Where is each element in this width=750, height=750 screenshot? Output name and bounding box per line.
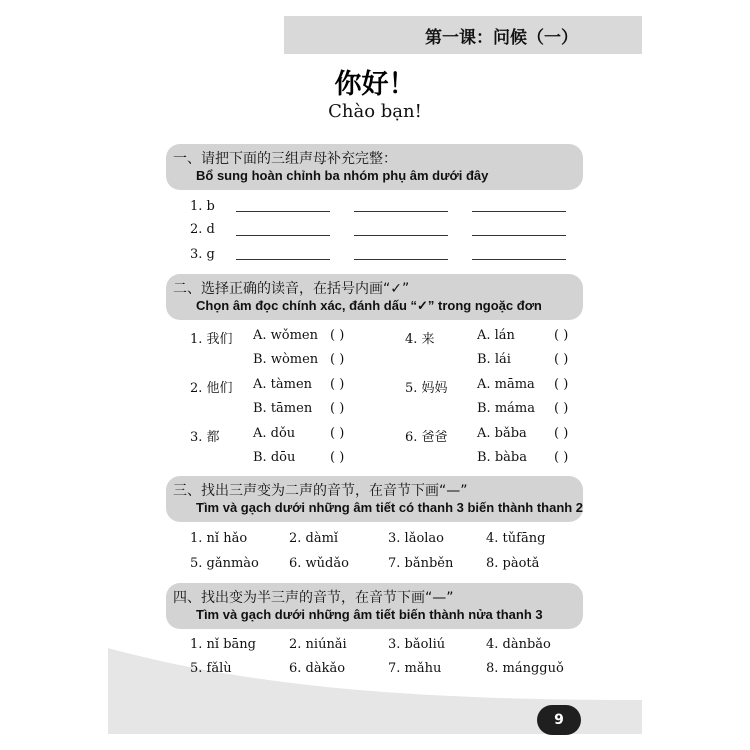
syllable-item[interactable]: 1. nǐ hǎo <box>190 531 248 546</box>
syllable-item[interactable]: 8. mángguǒ <box>486 661 564 676</box>
syllable-item[interactable]: 5. gǎnmào <box>190 556 259 571</box>
page-number: 9 <box>537 705 581 735</box>
answer-blank[interactable] <box>472 259 566 260</box>
syllable-item[interactable]: 7. bǎnběn <box>388 556 454 571</box>
syllable-item[interactable]: 4. tǔfāng <box>486 531 546 546</box>
answer-parentheses[interactable]: ( ) <box>330 450 345 465</box>
choice-option-b: B. lái <box>477 352 511 367</box>
choice-option-a: A. bǎba <box>477 426 527 441</box>
answer-blank[interactable] <box>354 259 448 260</box>
choice-word: 6. 爸爸 <box>405 430 448 445</box>
exercise-1-row-label: 3. g <box>190 247 215 262</box>
section-2-vi: Chọn âm đọc chính xác, đánh dấu “✓” trong ngoặc đơn <box>196 298 542 313</box>
choice-option-a: A. wǒmen <box>253 328 318 343</box>
section-4-vi: Tìm và gạch dưới những âm tiết biến thành nửa thanh 3 <box>196 607 543 622</box>
syllable-item[interactable]: 6. wǔdǎo <box>289 556 349 571</box>
section-2-header <box>166 274 583 320</box>
answer-parentheses[interactable]: ( ) <box>554 328 569 343</box>
choice-option-a: A. māma <box>477 377 535 392</box>
lesson-header-bar <box>284 16 642 54</box>
page-subtitle: Chào bạn! <box>328 101 422 122</box>
choice-option-a: A. dǒu <box>253 426 296 441</box>
section-3-header <box>166 476 583 522</box>
syllable-item[interactable]: 7. mǎhu <box>388 661 442 676</box>
syllable-item[interactable]: 2. dàmǐ <box>289 531 339 546</box>
section-1-vi: Bổ sung hoàn chỉnh ba nhóm phụ âm dưới đây <box>196 168 489 183</box>
section-4-zh: 四、找出变为半三声的音节，在音节下画“—” <box>173 590 454 606</box>
syllable-item[interactable]: 6. dàkǎo <box>289 661 346 676</box>
choice-option-b: B. wòmen <box>253 352 319 367</box>
syllable-item[interactable]: 8. pàotǎ <box>486 556 540 571</box>
answer-blank[interactable] <box>236 259 330 260</box>
syllable-item[interactable]: 2. niúnǎi <box>289 637 347 652</box>
choice-option-a: A. lán <box>477 328 515 343</box>
syllable-item[interactable]: 5. fǎlù <box>190 661 232 676</box>
answer-parentheses[interactable]: ( ) <box>554 401 569 416</box>
section-2-zh: 二、选择正确的读音，在括号内画“✓” <box>173 281 410 297</box>
lesson-title: 第一课：问候（一） <box>425 28 578 48</box>
choice-option-b: B. bàba <box>477 450 527 465</box>
answer-blank[interactable] <box>354 235 448 236</box>
answer-parentheses[interactable]: ( ) <box>554 450 569 465</box>
answer-blank[interactable] <box>472 235 566 236</box>
section-3-zh: 三、找出三声变为二声的音节，在音节下画“—” <box>173 483 468 499</box>
choice-option-a: A. tàmen <box>253 377 313 392</box>
choice-word: 1. 我们 <box>190 332 233 347</box>
section-4-header <box>166 583 583 629</box>
section-1-zh: 一、请把下面的三组声母补充完整： <box>173 151 397 167</box>
page-title: 你好！ <box>334 69 416 100</box>
answer-parentheses[interactable]: ( ) <box>554 426 569 441</box>
answer-blank[interactable] <box>472 211 566 212</box>
answer-parentheses[interactable]: ( ) <box>330 401 345 416</box>
syllable-item[interactable]: 1. nǐ bāng <box>190 637 256 652</box>
choice-word: 5. 妈妈 <box>405 381 448 396</box>
syllable-item[interactable]: 3. lǎolao <box>388 531 445 546</box>
choice-option-b: B. tāmen <box>253 401 313 416</box>
answer-blank[interactable] <box>354 211 448 212</box>
answer-parentheses[interactable]: ( ) <box>554 352 569 367</box>
answer-blank[interactable] <box>236 235 330 236</box>
syllable-item[interactable]: 3. bǎoliú <box>388 637 446 652</box>
choice-option-b: B. máma <box>477 401 535 416</box>
choice-word: 2. 他们 <box>190 381 233 396</box>
syllable-item[interactable]: 4. dànbǎo <box>486 637 551 652</box>
section-3-vi: Tìm và gạch dưới những âm tiết có thanh 3 biến thành thanh 2 <box>196 500 584 515</box>
answer-parentheses[interactable]: ( ) <box>330 328 345 343</box>
answer-blank[interactable] <box>236 211 330 212</box>
answer-parentheses[interactable]: ( ) <box>330 426 345 441</box>
choice-option-b: B. dōu <box>253 450 296 465</box>
exercise-1-row-label: 1. b <box>190 199 215 214</box>
choice-word: 4. 来 <box>405 332 435 347</box>
section-1-header <box>166 144 583 190</box>
answer-parentheses[interactable]: ( ) <box>330 377 345 392</box>
answer-parentheses[interactable]: ( ) <box>330 352 345 367</box>
exercise-1-row-label: 2. d <box>190 222 215 237</box>
answer-parentheses[interactable]: ( ) <box>554 377 569 392</box>
choice-word: 3. 都 <box>190 430 220 445</box>
